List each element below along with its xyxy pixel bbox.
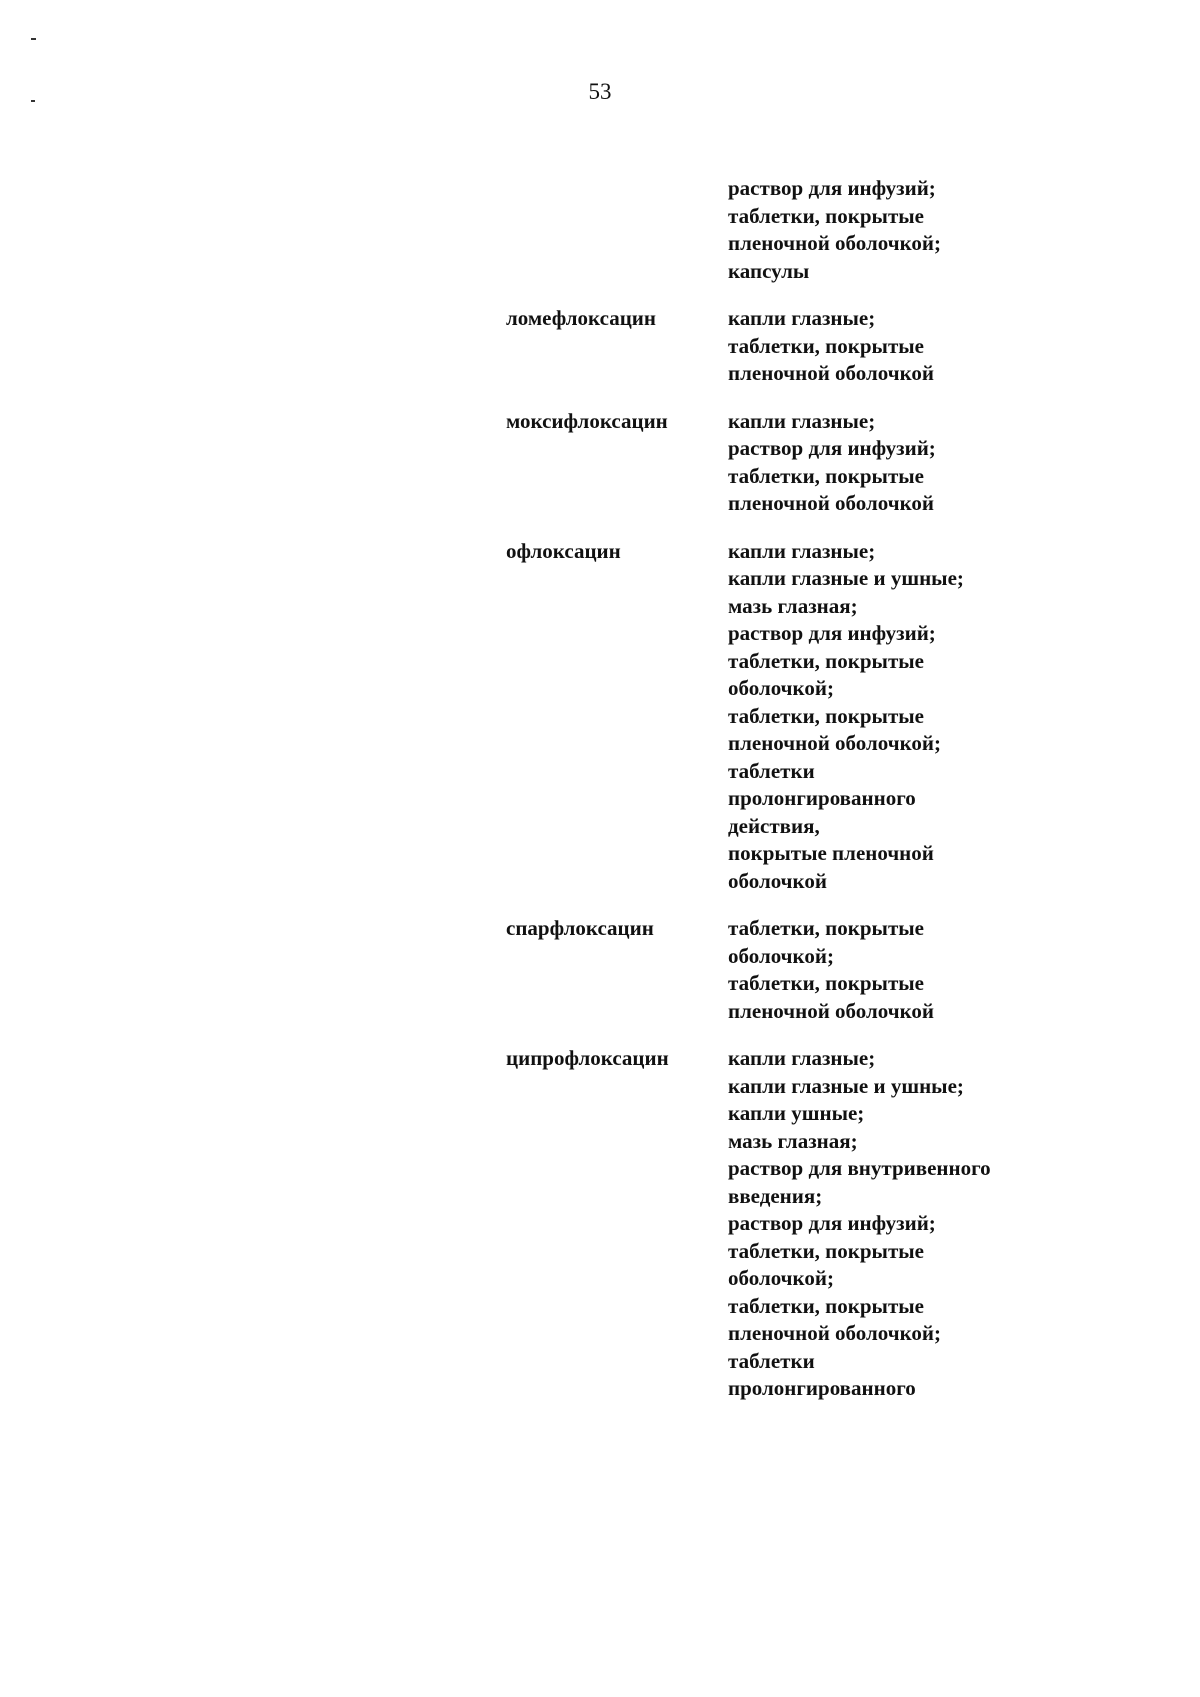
- table-row: [506, 305, 1186, 388]
- dosage-form: пленочной оболочкой: [728, 491, 935, 515]
- drug-name: ципрофлоксацин: [506, 1046, 669, 1070]
- scan-speck: [31, 38, 36, 40]
- dosage-form: капли глазные;: [728, 1046, 876, 1070]
- dosage-form: раствор для внутривенного: [728, 1156, 991, 1180]
- dosage-form: пленочной оболочкой: [728, 361, 935, 385]
- table-row: [506, 175, 1186, 285]
- table-row: [506, 538, 1186, 896]
- dosage-form: мазь глазная;: [728, 593, 858, 618]
- dosage-forms: [728, 408, 1186, 518]
- dosage-form: пленочной оболочкой: [728, 998, 935, 1023]
- dosage-form: капли ушные;: [728, 1101, 865, 1125]
- table-row: [506, 408, 1186, 518]
- drug-name: офлоксацин: [506, 538, 621, 563]
- dosage-form: раствор для инфузий;: [728, 176, 936, 200]
- dosage-form: оболочкой;: [728, 1266, 834, 1290]
- dosage-form: таблетки, покрытые: [728, 971, 924, 995]
- dosage-form: раствор для инфузий;: [728, 621, 936, 645]
- dosage-form: таблетки, покрытые: [728, 916, 924, 940]
- drug-name: моксифлоксацин: [506, 408, 668, 433]
- page-number: 53: [588, 79, 612, 104]
- dosage-form: капсулы: [728, 258, 810, 283]
- dosage-forms: [728, 915, 1186, 1025]
- dosage-forms: [728, 538, 1186, 896]
- table-row: [506, 915, 1186, 1025]
- dosage-form: покрытые пленочной: [728, 841, 934, 865]
- dosage-form: капли глазные и ушные;: [728, 566, 964, 590]
- dosage-form: таблетки, покрытые: [728, 648, 924, 673]
- dosage-form: таблетки, покрытые: [728, 1293, 924, 1318]
- dosage-form: пленочной оболочкой;: [728, 231, 941, 255]
- dosage-form: действия,: [728, 813, 820, 838]
- dosage-form: капли глазные и ушные;: [728, 1073, 964, 1098]
- dosage-form: таблетки, покрытые: [728, 333, 924, 358]
- dosage-form: пролонгированного: [728, 1376, 916, 1400]
- dosage-form: капли глазные;: [728, 306, 876, 330]
- dosage-form: пролонгированного: [728, 786, 916, 810]
- dosage-form: пленочной оболочкой;: [728, 731, 941, 755]
- dosage-form: таблетки, покрытые: [728, 203, 924, 228]
- dosage-form: капли глазные;: [728, 408, 876, 433]
- dosage-form: пленочной оболочкой;: [728, 1321, 941, 1345]
- dosage-form: оболочкой;: [728, 943, 834, 968]
- dosage-form: капли глазные;: [728, 538, 876, 563]
- dosage-forms: [728, 1045, 1186, 1403]
- dosage-form: таблетки, покрытые: [728, 703, 924, 728]
- dosage-form: оболочкой: [728, 868, 827, 893]
- dosage-form: мазь глазная;: [728, 1128, 858, 1153]
- table-row: [506, 1045, 1186, 1403]
- dosage-form: таблетки, покрытые: [728, 463, 924, 488]
- dosage-forms: [728, 305, 1186, 388]
- drug-name: спарфлоксацин: [506, 916, 654, 940]
- dosage-form: раствор для инфузий;: [728, 1211, 936, 1235]
- dosage-form: оболочкой;: [728, 676, 834, 700]
- dosage-forms: [728, 175, 1186, 285]
- dosage-form: таблетки: [728, 758, 815, 783]
- dosage-form: введения;: [728, 1183, 823, 1208]
- drug-name: ломефлоксацин: [506, 306, 657, 330]
- dosage-form: таблетки: [728, 1348, 815, 1373]
- dosage-form: раствор для инфузий;: [728, 436, 936, 460]
- dosage-form: таблетки, покрытые: [728, 1238, 924, 1263]
- drug-table: [506, 175, 1186, 1423]
